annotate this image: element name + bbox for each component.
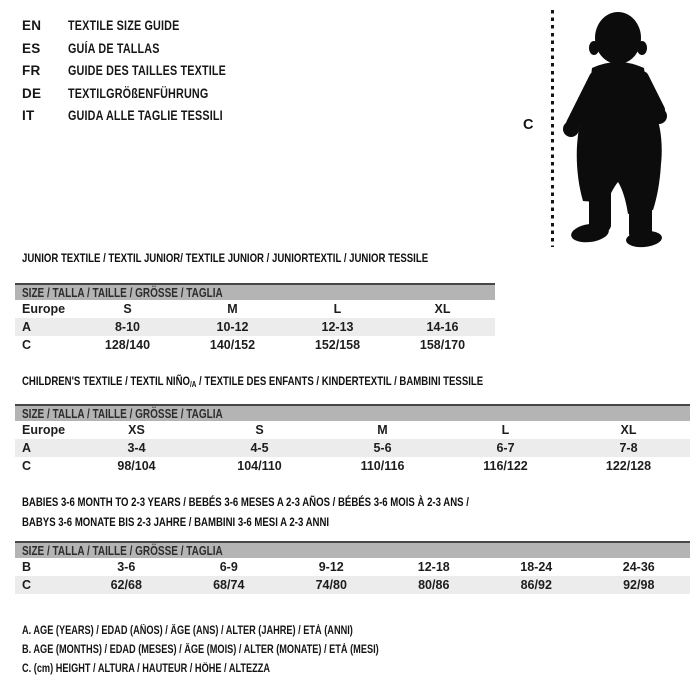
table-cell: L: [333, 302, 342, 316]
table-cell: S: [255, 423, 264, 437]
table-cell: L: [501, 423, 510, 437]
language-label: TEXTILE SIZE GUIDE: [68, 18, 180, 33]
junior-section-title: [22, 248, 530, 268]
table-cell: M: [227, 302, 238, 316]
table-rows: [15, 300, 495, 354]
table-row: [15, 576, 690, 594]
table-row: [15, 318, 495, 336]
language-code: EN: [22, 18, 42, 33]
table-cell: 6-9: [219, 560, 238, 574]
table-cell: 74/80: [315, 578, 347, 592]
footnote-text: A. AGE (YEARS) / EDAD (AÑOS) / ÂGE (ANS) / ALTER (JAHRE) / ETÀ (ANNI): [22, 625, 353, 637]
table-cell: XL: [434, 302, 451, 316]
table-cell: XL: [620, 423, 637, 437]
children-section-title: [22, 371, 598, 391]
table-cell: 92/98: [623, 578, 655, 592]
title-segment: /A: [189, 380, 197, 389]
table-cell: S: [123, 302, 132, 316]
language-row: [22, 38, 266, 61]
table-cell: M: [377, 423, 388, 437]
table-cell: 14-16: [426, 320, 459, 334]
table-header: [15, 283, 495, 300]
row-label: A: [22, 320, 32, 334]
row-label: A: [22, 441, 32, 455]
table-header-label: SIZE / TALLA / TAILLE / GRÖSSE / TAGLIA: [22, 286, 223, 300]
table-header: [15, 541, 690, 558]
table-cell: 9-12: [318, 560, 344, 574]
height-measure-label: C: [523, 117, 534, 133]
section-title-line: [22, 492, 581, 512]
table-header: [15, 404, 690, 421]
table-rows: [15, 421, 690, 475]
table-cell: 5-6: [373, 441, 392, 455]
table-cell: 3-6: [117, 560, 136, 574]
section-title-text: [22, 371, 483, 395]
title-segment: CHILDREN'S TEXTILE / TEXTIL NIÑO: [22, 374, 190, 388]
table-cell: XS: [128, 423, 145, 437]
table-cell: 80/86: [418, 578, 450, 592]
table-row: [15, 558, 690, 576]
table-cell: 158/170: [419, 338, 466, 352]
row-label: Europe: [22, 302, 66, 316]
language-label: TEXTILGRÖßENFÜHRUNG: [68, 85, 209, 101]
table-cell: 6-7: [496, 441, 515, 455]
table-cell: 110/116: [360, 459, 405, 473]
row-label: C: [22, 578, 32, 592]
table-cell: 140/152: [209, 338, 256, 352]
table-cell: 8-10: [114, 320, 141, 334]
row-label: C: [22, 338, 32, 352]
language-code: ES: [22, 40, 41, 56]
language-label: GUIDE DES TAILLES TEXTILE: [68, 63, 227, 78]
junior-size-table: [15, 283, 495, 354]
table-cell: 104/110: [237, 459, 282, 473]
footnote-text: C. (cm) HEIGHT / ALTURA / HAUTEUR / HÖHE / ALTEZZA: [22, 663, 271, 675]
row-label: Europe: [22, 423, 66, 437]
height-measure-dotted-line: [551, 10, 554, 247]
table-cell: 86/92: [520, 578, 552, 592]
table-cell: 3-4: [127, 441, 146, 455]
table-cell: 24-36: [622, 560, 655, 574]
language-row: [22, 15, 266, 38]
table-cell: 4-5: [250, 441, 269, 455]
table-row: [15, 300, 495, 318]
table-cell: 10-12: [216, 320, 249, 334]
table-cell: 18-24: [520, 560, 553, 574]
footnote-line: [22, 641, 468, 660]
footnote-line: [22, 660, 468, 679]
table-cell: 12-13: [321, 320, 354, 334]
section-title-text: JUNIOR TEXTILE / TEXTIL JUNIOR/ TEXTILE JUNIOR / JUNIORTEXTIL / JUNIOR TESSILE: [22, 251, 429, 265]
table-cell: 62/68: [110, 578, 142, 592]
row-label: B: [22, 560, 32, 574]
language-row: [22, 60, 266, 83]
table-cell: 7-8: [619, 441, 638, 455]
babies-section-title: [22, 492, 581, 532]
title-segment: / TEXTILE DES ENFANTS / KINDERTEXTIL / BAMBINI TESSILE: [196, 374, 484, 388]
table-cell: 116/122: [483, 459, 528, 473]
section-title-text: BABYS 3-6 MONATE BIS 2-3 JAHRE / BAMBINI 3-6 MESI A 2-3 ANNI: [22, 515, 330, 529]
table-row: [15, 457, 690, 475]
baby-silhouette-icon: [558, 6, 690, 248]
table-cell: 98/104: [117, 459, 156, 473]
table-header-label: SIZE / TALLA / TAILLE / GRÖSSE / TAGLIA: [22, 544, 223, 558]
table-row: [15, 421, 690, 439]
language-code: FR: [22, 63, 41, 78]
babies-size-table: [15, 541, 690, 594]
row-label: C: [22, 459, 32, 473]
language-code: IT: [22, 108, 35, 123]
language-label: GUÍA DE TALLAS: [68, 40, 160, 56]
footnote-line: [22, 622, 468, 641]
children-size-table: [15, 404, 690, 475]
language-list: [22, 15, 266, 128]
table-cell: 12-18: [417, 560, 450, 574]
footnotes: [22, 622, 468, 679]
table-cell: 68/74: [213, 578, 245, 592]
section-title-line: [22, 512, 581, 532]
language-row: [22, 105, 266, 128]
table-row: [15, 439, 690, 457]
section-title-line: [22, 371, 598, 391]
table-cell: 128/140: [104, 338, 151, 352]
table-cell: 122/128: [605, 459, 652, 473]
table-rows: [15, 558, 690, 594]
footnote-text: B. AGE (MONTHS) / EDAD (MESES) / ÂGE (MOIS) / ALTER (MONATE) / ETÀ (MESI): [22, 644, 379, 656]
section-title-line: [22, 248, 530, 268]
section-title-text: BABIES 3-6 MONTH TO 2-3 YEARS / BEBÉS 3-6 MESES A 2-3 AÑOS / BÉBÉS 3-6 MOIS À 2-3 ANS /: [22, 495, 469, 509]
language-label: GUIDA ALLE TAGLIE TESSILI: [68, 108, 223, 123]
language-code: DE: [22, 85, 42, 101]
table-header-label: SIZE / TALLA / TAILLE / GRÖSSE / TAGLIA: [22, 407, 223, 421]
table-cell: 152/158: [314, 338, 361, 352]
language-row: [22, 83, 266, 106]
table-row: [15, 336, 495, 354]
